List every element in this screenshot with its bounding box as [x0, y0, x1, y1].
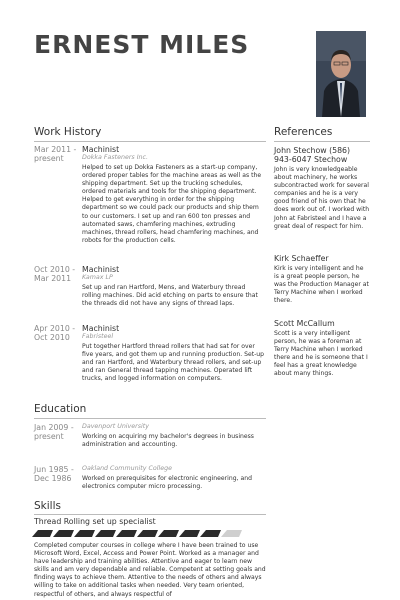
skill-segment-filled: [32, 530, 53, 537]
job-description: Set up and ran Hartford, Mens, and Waterbury thread rolling machines. Did acid etching on parts to ensure that the threads did not have any signs of thread laps.: [82, 284, 258, 308]
reference-description: Scott is a very intelligent person, he was a foreman at Terry Machine when I worked there and he is someone that I feel has a great knowledge about many things.: [274, 330, 368, 378]
skills-divider: [34, 514, 266, 515]
candidate-name: ERNEST MILES: [34, 30, 250, 59]
job-title: Machinist: [82, 324, 120, 333]
skill-segment-filled: [116, 530, 137, 537]
work-dates: Mar 2011 - present: [34, 145, 77, 163]
education-description: Worked on prerequisites for electronic engineering, and electronics computer micro processing.: [82, 475, 252, 491]
education-dates: Jun 1985 - Dec 1986: [34, 465, 74, 483]
company-name: Kamax LP: [82, 274, 113, 281]
skills-heading: Skills: [34, 500, 61, 512]
education-heading: Education: [34, 403, 87, 415]
reference-entry: [274, 254, 370, 305]
skill-segment-filled: [158, 530, 179, 537]
skill-segment-filled: [53, 530, 74, 537]
work-history-divider: [34, 141, 266, 142]
company-name: Fabristeel: [82, 333, 114, 340]
skill-segment-filled: [200, 530, 221, 537]
reference-description: John is very knowledgeable about machinery, he works subcontracted work for several companies and he is a very good friend of his own that he does work out of. I worked with John at Fabristeel and I have a great deal of respect for him.: [274, 166, 370, 230]
reference-description: Kirk is very intelligent and he is a great people person, he was the Production Manager at Terry Machine when I worked there.: [274, 265, 369, 305]
skill-description: Completed computer courses in college where I have been trained to use Microsoft Word, Excel, Access and Power Point. Worked as a manager and have leadership and training abilities. Attentive and eager to learn new skills and am very dependable and reliable. Competent at setting goals and finding ways to achieve them. Attentive to the needs of others and always willing to take on additional tasks when needed. Very team oriented, respectful of others, and always respectful of: [34, 542, 266, 598]
profile-photo: [316, 31, 366, 117]
job-description: Helped to set up Dokka Fasteners as a start-up company, ordered proper tables for the machine areas as well as the shipping department. Set up the trucking schedules, ordered materials and tools for the shipping department. Helped to get everything in order for the shipping department so we could pack our products and ship them to our customers. I set up and ran 600 ton presses and automated saws, chamfering machines, extruding machines, thread rollers, head chamfering machines, and robots for the production cells.: [82, 164, 262, 244]
reference-name: John Stechow (586) 943-6047 Stechow: [274, 146, 351, 164]
school-name: Oakland Community College: [82, 465, 172, 472]
skill-level-bar: [32, 530, 242, 537]
reference-name: Kirk Schaeffer: [274, 254, 329, 263]
reference-entry: [274, 146, 370, 231]
work-history-heading: Work History: [34, 126, 102, 138]
skill-segment-filled: [95, 530, 116, 537]
skill-name: Thread Rolling set up specialist: [34, 517, 156, 526]
skill-segment-empty: [221, 530, 242, 537]
profile-photo-image: [316, 31, 366, 117]
skill-segment-filled: [179, 530, 200, 537]
reference-name: Scott McCallum: [274, 319, 335, 328]
job-title: Machinist: [82, 145, 120, 154]
skill-segment-filled: [137, 530, 158, 537]
references-divider: [274, 141, 370, 142]
skill-segment-filled: [74, 530, 95, 537]
references-heading: References: [274, 126, 333, 138]
education-divider: [34, 418, 266, 419]
job-title: Machinist: [82, 265, 120, 274]
reference-entry: [274, 319, 370, 379]
work-dates: Apr 2010 - Oct 2010: [34, 324, 76, 342]
job-description: Put together Hartford thread rollers that had sat for over five years, and got them up and running production. Set-up and ran Hartford, and Waterbury thread rollers, and set-up and ran General thread tapping machines. Operated lift trucks, and logged information on computers.: [82, 343, 265, 383]
company-name: Dokka Fasteners Inc.: [82, 154, 149, 161]
work-dates: Oct 2010 - Mar 2011: [34, 265, 76, 283]
education-description: Working on acquiring my bachelor's degrees in business administration and accounting.: [82, 433, 254, 449]
education-dates: Jan 2009 - present: [34, 423, 74, 441]
school-name: Davenport University: [82, 423, 149, 430]
